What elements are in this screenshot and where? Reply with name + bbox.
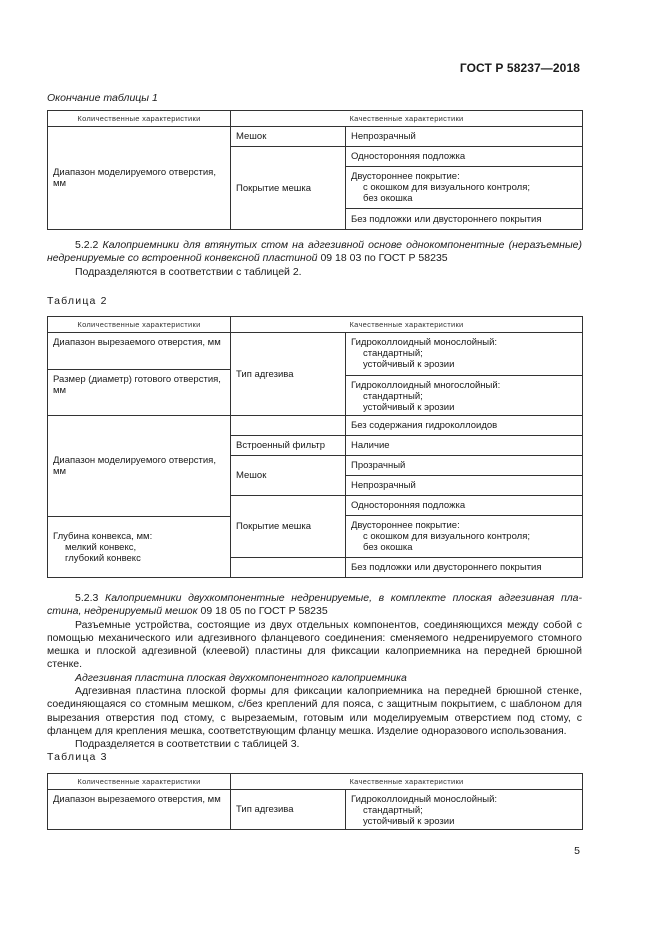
- s522-title: Калоприемники для втянутых стом на адгезивной основе однокомпонентные (неразъемные) недренируемые со встроенной конвексной пластиной: [47, 239, 583, 265]
- table1-cover2-title: Двустороннее покрытие:: [351, 171, 460, 182]
- s522-num: 5.2.2: [75, 239, 99, 251]
- table3-head-right: Качественные характеристики: [231, 774, 583, 790]
- table2-cover: Покрытие мешка: [231, 496, 346, 558]
- table1-head-right: Качественные характеристики: [231, 111, 583, 127]
- table2-adh3: Без содержания гидроколлоидов: [346, 416, 583, 436]
- section-5-2-2: [47, 239, 582, 279]
- table2-l4-title: Глубина конвекса, мм:: [53, 530, 153, 542]
- table2-l4-a: мелкий конвекс,: [65, 541, 137, 553]
- s522-code: 09 18 03 по ГОСТ Р 58235: [320, 252, 448, 265]
- s523-p2: Адгезивная пластина плоская двухкомпонентного калоприемника: [75, 671, 407, 684]
- table2-adh2-a: стандартный;: [363, 391, 423, 402]
- table2-cover2-title: Двустороннее покрытие:: [351, 520, 460, 531]
- table2-filter: Встроенный фильтр: [231, 436, 346, 456]
- table2-l3: Диапазон моделируемого отверстия, мм: [48, 416, 231, 517]
- table2-adh1-b: устойчивый к эрозии: [363, 359, 455, 370]
- table2-adh1-title: Гидроколлоидный монослойный:: [351, 337, 498, 348]
- table1-bag: Мешок: [231, 127, 346, 147]
- table2-adh1: [346, 333, 583, 376]
- s523-p1: Разъемные устройства, состоящие из двух отдельных компонентов, соединяющихся между собой с помощью механического или адгезивного фланцевого соединения: сменяемого недренируемого стомного мешка и плоской адгезивной (клеевой) пластины для фиксации калоприемника на передней брюшной стенке.: [47, 618, 582, 671]
- table3-adh1-title: Гидроколлоидный монослойный:: [351, 794, 498, 805]
- table3-adh1: [346, 790, 583, 830]
- table2-adh2-b: устойчивый к эрозии: [363, 402, 455, 413]
- table2-l2: Размер (диаметр) готового отверстия, мм: [48, 370, 231, 416]
- table1-cover1: Односторонняя подложка: [346, 147, 583, 167]
- table3: [47, 773, 583, 830]
- table2-bag1: Прозрачный: [346, 456, 583, 476]
- table2-adh1-a: стандартный;: [363, 348, 423, 359]
- table3-head-left: Количественные характеристики: [48, 774, 231, 790]
- table2-adh: Тип адгезива: [231, 333, 346, 416]
- table2-cover1: Односторонняя подложка: [346, 496, 583, 516]
- table2-adh-empty: [231, 416, 346, 436]
- table2-head-left: Количественные характеристики: [48, 317, 231, 333]
- table2-l4: [48, 517, 231, 578]
- table1-caption: Окончание таблицы 1: [47, 92, 158, 104]
- table2-cover2: [346, 516, 583, 558]
- table1-cover3: Без подложки или двустороннего покрытия: [346, 209, 583, 230]
- table2-head-right: Качественные характеристики: [231, 317, 583, 333]
- table3-l1: Диапазон вырезаемого отверстия, мм: [48, 790, 231, 830]
- table2-cover2-a: с окошком для визуального контроля;: [363, 531, 530, 542]
- table2-adh2-title: Гидроколлоидный многослойный:: [351, 380, 501, 391]
- table1-head-left: Количественные характеристики: [48, 111, 231, 127]
- s523-code: 09 18 05 по ГОСТ Р 58235: [200, 605, 328, 618]
- table3-adh1-a: стандартный;: [363, 805, 423, 816]
- table2-filter-value: Наличие: [346, 436, 583, 456]
- s523-title: Калоприемники двухкомпонентные недренируемые, в комплекте плоская адгезивная пластина, недренируемый мешок: [47, 592, 582, 618]
- table1-cover2: [346, 167, 583, 209]
- table1-cover2-a: с окошком для визуального контроля;: [363, 182, 530, 193]
- table1-bag-value: Непрозрачный: [346, 127, 583, 147]
- table2: [47, 316, 583, 578]
- table2-cover2-b: без окошка: [363, 542, 413, 553]
- table2-adh2: [346, 376, 583, 416]
- table2-l4-b: глубокий конвекс: [65, 552, 141, 564]
- table2-cover3: Без подложки или двустороннего покрытия: [346, 558, 583, 578]
- table3-adh: Тип адгезива: [231, 790, 346, 830]
- table2-caption: Таблица 2: [47, 295, 108, 307]
- table1-cover2-b: без окошка: [363, 193, 413, 204]
- table1-row-left: Диапазон моделируемого отверстия, мм: [48, 127, 231, 230]
- standard-header: ГОСТ Р 58237—2018: [459, 61, 580, 75]
- table2-l1: Диапазон вырезаемого отверстия, мм: [48, 333, 231, 370]
- section-5-2-3: [47, 592, 582, 752]
- page-number: 5: [574, 845, 580, 857]
- s523-p4: Подразделяется в соответствии с таблицей 3.: [75, 738, 300, 751]
- table2-bag2: Непрозрачный: [346, 476, 583, 496]
- table2-cover-empty: [231, 558, 346, 578]
- s523-p3: Адгезивная пластина плоской формы для фиксации калоприемника на передней брюшной стенке, соединяющаяся со стомным мешком, с/без креплений для пояса, с защитным покрытием, с шаблоном для вырезания отверстия под стому, с вырезаемым, готовым или моделируемым отверстием под стому, с фланцем для крепления мешка, соответствующим фланцу мешка. Изделие одноразового использования.: [47, 685, 582, 737]
- table1-cover: Покрытие мешка: [231, 147, 346, 230]
- table3-adh1-b: устойчивый к эрозии: [363, 816, 455, 827]
- s523-num: 5.2.3: [75, 592, 99, 604]
- table1: [47, 110, 583, 230]
- table2-bag: Мешок: [231, 456, 346, 496]
- s522-sub: Подразделяются в соответствии с таблицей 2.: [75, 265, 302, 278]
- table3-caption: Таблица 3: [47, 751, 108, 763]
